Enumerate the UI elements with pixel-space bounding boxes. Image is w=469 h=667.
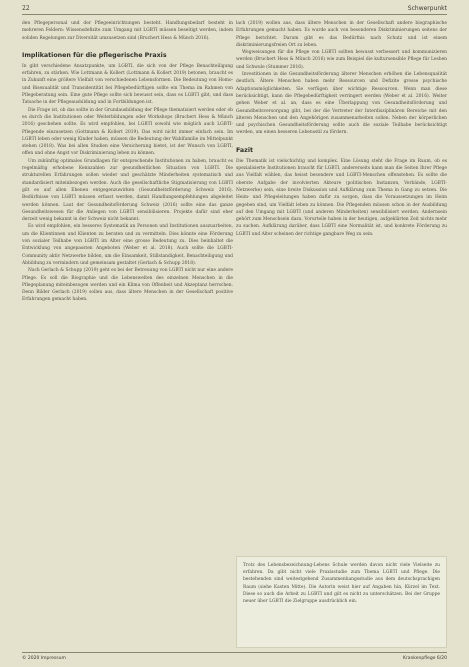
- fazit-paragraph: Die Thematik ist vielschichtig und komplex. Eine Lösung steht die Frage im Raum, ob es spezialisierte Institutionen braucht für LGBTI, andererseits kann man die Seiten Ihrer Pflege aus Vielfalt wählen, das heisst besondere und LGBTI-Menschen offenstehen. Es sollte die oberste Aufgabe der involvierten Akteure (politischen Instanzen, Verbände, LGBTI-Netzwerke) sein, eine breite Diskussion und Aufklärung zum Thema in Gang zu setzen. Die Heim- und Pflegeleitungen haben dafür zu sorgen, dass die Voraussetzungen im Heim gegeben sind, um Vielfalt leben zu können. Die Pflegenden müssen schon in der Ausbildung auf den Umgang mit LGBTI (und anderen Minderheiten) sensibilisiert werden. Andernsein gehört zum Menschsein dazu. Vorurteile haben in der heutigen, aufgeklärten Zeit nichts mehr zu suchen. Aufklärung darüber, dass LGBTI eine Normalität ist, und konkrete Förderung zu LGBTI und Alter scheinen der richtige gangbare Weg zu sein.: [236, 158, 447, 237]
- body-paragraph: Es wird empfohlen, ein besseres Systematik an Personen und Institutionen auszuarbeiten, um die Klientinnen und Klienten zu beraten und zu vermitteln. Dies könnte eine Förderung von sozialer Teilhabe von LGBTI im Alter eine grosse Bedeutung zu. Dies beinhaltet die Entwicklung von angepassten Angeboten (Weber et al. 2018). Auch sollte die LGBTI-Community aktiv Netzwerke bilden, um die Einsamkeit, Stillstandigkeit, Benachteiligung und Abbildung zu vermindern und gemeinsam gestaltet (Gerlach & Schupp 2018).: [22, 224, 233, 266]
- left-column: [22, 20, 233, 304]
- footer-issue: Krankenpflege 6/20: [402, 656, 447, 661]
- body-paragraph: lach (2019) wollen aus, dass ältere Menschen in der Gesellschaft andere biographische Erfahrungen gemacht haben. Es wurde auch von besonderen Diskriminierungen seitens der Pflege berichtet. Darum gibt es das Bedürfnis nach Schutz und ist einem diskriminierungsfreien Ort zu leben.: [236, 21, 447, 48]
- body-paragraph: Wegweisungen für die Pflege von LGBTI sollten bewusst verbessert und kommunizieren werden (Bruchert Hess & Münch 2016) wie zum Beispiel die kultursensible Pflege für Lesben und Schwule (Stummer 2016).: [236, 50, 447, 70]
- section-heading-implications: Implikationen für die pflegerische Praxis: [22, 51, 167, 59]
- info-box: [236, 556, 447, 648]
- section-rubric: Schwerpunkt: [407, 5, 447, 12]
- footer-divider: [22, 652, 447, 653]
- body-paragraph: In gibt verschiedene Ansatzpunkte, um LGBTI, die sich von der Pflege Benachteiligung erfahren, zu stärken. Wie Lottmann & Kollert (Lottmann & Kollert 2019) betonen, braucht es in Zukunft eine größere Vielfalt von verschiedenen Lebensformen. Die Bedeutung von Homo- und Bisexualität und Transidentität bei Pflegebedürftigen sollte ein Thema im Rahmen von Pflegeberatung sein. Eine gute Pflege sollte sich bewusst sein, dass es LGBTI gibt, und dass Tatsache in der Pflegeausbildung und in Fortbildungen ist.: [22, 63, 233, 106]
- footer-copyright: © 2020 Impressum: [22, 656, 66, 661]
- body-paragraph: Um zukünftig optimales Grundlagen für entsprechende Institutionen zu haben, braucht es regelmäßig erhobene Kennzahlen zur gesundheitlichen Situation von LGBTI. Die strukturellen Erfahrungen sollen wieder und geschätzte Minderheiten systematisch und standardisiert miteinbezogen werden. Auch die gesellschaftliche Stigmatisierung von LGBTI gilt es auf allen Ebenen entgegenzuwirken (Gesundheitsförderung Schweiz 2016). Bedürfnisse von LGBTI müssen erfasst werden, damit Handlungsempfehlungen abgeleitet werden können. Laut der Gesundheitsförderung Schweiz (2016) sollte eine das ganze Gesundheitswesen für die Anliegen von LGBTI sensibilisieren. Projekte dafür sind eher derzeit wenig bekannt in der Schweiz nicht bekannt.: [22, 158, 233, 223]
- body-paragraph: Investitionen in die Gesundheitsförderung älterer Menschen erhöhen die Lebensqualität deutlich. Ältere Menschen haben mehr Ressourcen und Defizite grosse psychische Adaptionsmöglichkeiten. Sie verfügen über wichtige Ressourcen. Wenn man diese berücksichtigt, kann die Pflegebedürftigkeit verringert werden (Weber et al. 2016). Weiter gehen Weber et al. an, dass es eine Überlappung von Gesundheitsförderung und Gesundheitsversorgung gibt, bei der die Vertreter der Interdisziplinären Bereiche mit den älteren Menschen und den Angehörigen zusammenarbeiten sollen. Neben der körperlichen und psychischen Gesundheitsförderung sollte auch die soziale Teilhabe berücksichtigt werden, um einen besseren Lebensstil zu fördern.: [236, 72, 447, 136]
- header-divider: [22, 14, 447, 15]
- body-paragraph: Die Frage ist, ob das sollte in der Grundausbildung der Pflege thematisiert werden oder ob es durch die Institutionen oder Weiterbildungen oder Workshops (Bruchert Hess & Münch 2016) geschehen sollte. Es wird empfohlen, bei LGBTI sowohl wie möglich auch LGBTI-Pflegende einzusetzen (Gottmann & Kollert 2019). Das wird nicht immer einfach sein. Im LGBTI leben oder wenig Kinder haben, müssen die Bedeutung der Wahlfamilie im Mittelpunkt stehen (2018). Was bei allen Studien eine Versicherung bietet, ist der Wunsch von LGBTI, offen und ohne Angst vor Diskriminierung leben zu können.: [22, 107, 233, 157]
- section-heading-fazit: Fazit: [236, 146, 254, 154]
- page-number: 22: [22, 5, 30, 12]
- body-paragraph: Nach Gerlach & Schupp (2019) geht es bei der Betreuung von LGBTI nicht nur eine andere Pflege. Es soll die Biographie und die Lebenswelten des einzelnen Menschen in die Pflegeplanung miteinbezogen werden und ein Klima von Offenheit und Akzeptanz herrschen. Denn Bilder Gerlach (2019) sollen aus, dass ältere Menschen in der Gesellschaft positive Erfahrungen gemacht haben.: [22, 268, 233, 303]
- right-column: [236, 20, 447, 238]
- intro-paragraph: den Pflegepersonal und der Pflegeeinrichtungen besteht. Handlungsbedarf besteht in mehreren Feldern: Wissensdefizite zum Umgang mit LGBTI müssen beseitigt werden, indem soliden Regelungen zur Diversität umzusetzen sind (Bruchert Hess & Münch 2016).: [22, 21, 233, 41]
- info-box-text: Trotz des Lebensbezeichnung-Lebens Schule werden davon nicht viele Vielseite zu erfahren. Da gibt nicht viele Praxisstudie zum Thema LGBTI und Pflege. Die bestehenden sind weitestgehend Zusammenhangsstudie aus dem deutschsprachigen Raum (siehe Kasten Mitte). Die Autorin weist hier auf Angaben hin, Kürzel im Text. Diese so auch die Arbeit zu LGBTI und gilt es nicht zu unterschätzen. Bei der Gruppe neuer über LGBTI die Zielgruppe ausdrücklich ein.: [243, 563, 440, 605]
